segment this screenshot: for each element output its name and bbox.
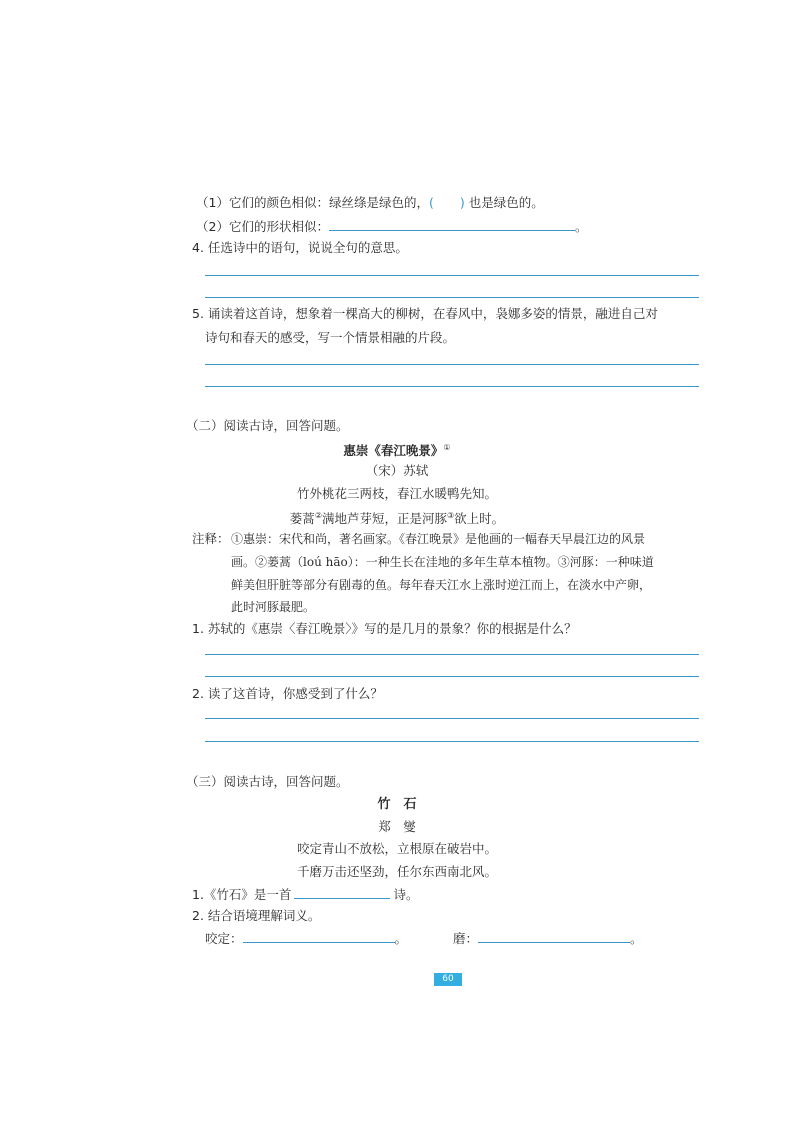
section-3-heading: （三）阅读古诗，回答问题。 — [186, 774, 349, 789]
section-3-question-1: 1.《竹石》是一首 诗。 — [192, 887, 419, 902]
notes-label: 注释： — [192, 531, 230, 546]
answer-line[interactable] — [205, 275, 699, 276]
notes-line-3: 鲜美但肝脏等部分有剧毒的鱼。每年春天江水上涨时逆江而上，在淡水中产卵， — [231, 578, 652, 592]
question-5-line2: 诗句和春天的感受，写一个情景相融的片段。 — [205, 330, 456, 345]
answer-blank-yaoding[interactable] — [243, 930, 395, 943]
answer-blank-poem-type[interactable] — [294, 886, 390, 899]
section-2-heading: （二）阅读古诗，回答问题。 — [186, 418, 349, 433]
section-2-question-2: 2. 读了这首诗，你感受到了什么？ — [192, 686, 383, 701]
section-2-question-1: 1. 苏轼的《惠崇〈春江晚景〉》写的是几月的景象？你的根据是什么？ — [192, 621, 577, 636]
section-3-question-2: 2. 结合语境理解词义。 — [192, 908, 321, 923]
answer-line[interactable] — [205, 654, 699, 655]
question-4: 4. 任选诗中的语句，说说全句的意思。 — [192, 240, 408, 255]
notes-line-1: ①惠崇：宋代和尚，著名画家。《春江晚景》是他画的一幅春天早晨江边的风景 — [231, 532, 646, 546]
q3-item2: （2）它们的形状相似： 。 — [196, 219, 588, 234]
answer-line[interactable] — [205, 364, 699, 365]
answer-line[interactable] — [205, 386, 699, 387]
page-number: 60 — [434, 973, 462, 986]
word-grind-row: 磨： 。 — [453, 931, 643, 946]
poem-3-line-2: 千磨万击还坚劲，任尔东西南北风。 — [296, 864, 497, 879]
poem-2-title: 惠崇《春江晚景》① — [343, 443, 451, 459]
answer-blank-shape[interactable] — [329, 218, 575, 231]
answer-line[interactable] — [205, 297, 699, 298]
notes-line-2: 画。②蒌蒿（loú hāo）：一种生长在洼地的多年生草本植物。③河豚：一种味道 — [231, 555, 654, 569]
answer-line[interactable] — [205, 741, 699, 742]
question-5-line1: 5. 诵读着这首诗，想象着一棵高大的柳树，在春风中，袅娜多姿的情景，融进自己对 — [192, 306, 658, 321]
poem-3-line-1: 咬定青山不放松，立根原在破岩中。 — [296, 841, 497, 856]
notes-line-4: 此时河豚最肥。 — [231, 600, 316, 614]
poem-2-line-2: 蒌蒿②满地芦芽短，正是河豚③欲上时。 — [289, 511, 505, 527]
poem-3-author: 郑 燮 — [378, 819, 416, 834]
q3-item1: （1）它们的颜色相似：绿丝绦是绿色的，( ) 也是绿色的。 — [196, 195, 544, 210]
answer-blank-mo[interactable] — [478, 930, 630, 943]
poem-3-title: 竹 石 — [377, 797, 417, 812]
poem-2-line-1: 竹外桃花三两枝，春江水暖鸭先知。 — [296, 486, 497, 501]
answer-paren-open: ( — [428, 195, 434, 210]
word-biting-row: 咬定： 。 — [205, 931, 408, 946]
answer-line[interactable] — [205, 718, 699, 719]
answer-line[interactable] — [205, 676, 699, 677]
poem-2-author: （宋）苏轼 — [365, 463, 429, 478]
answer-paren-close: ) — [459, 195, 465, 210]
